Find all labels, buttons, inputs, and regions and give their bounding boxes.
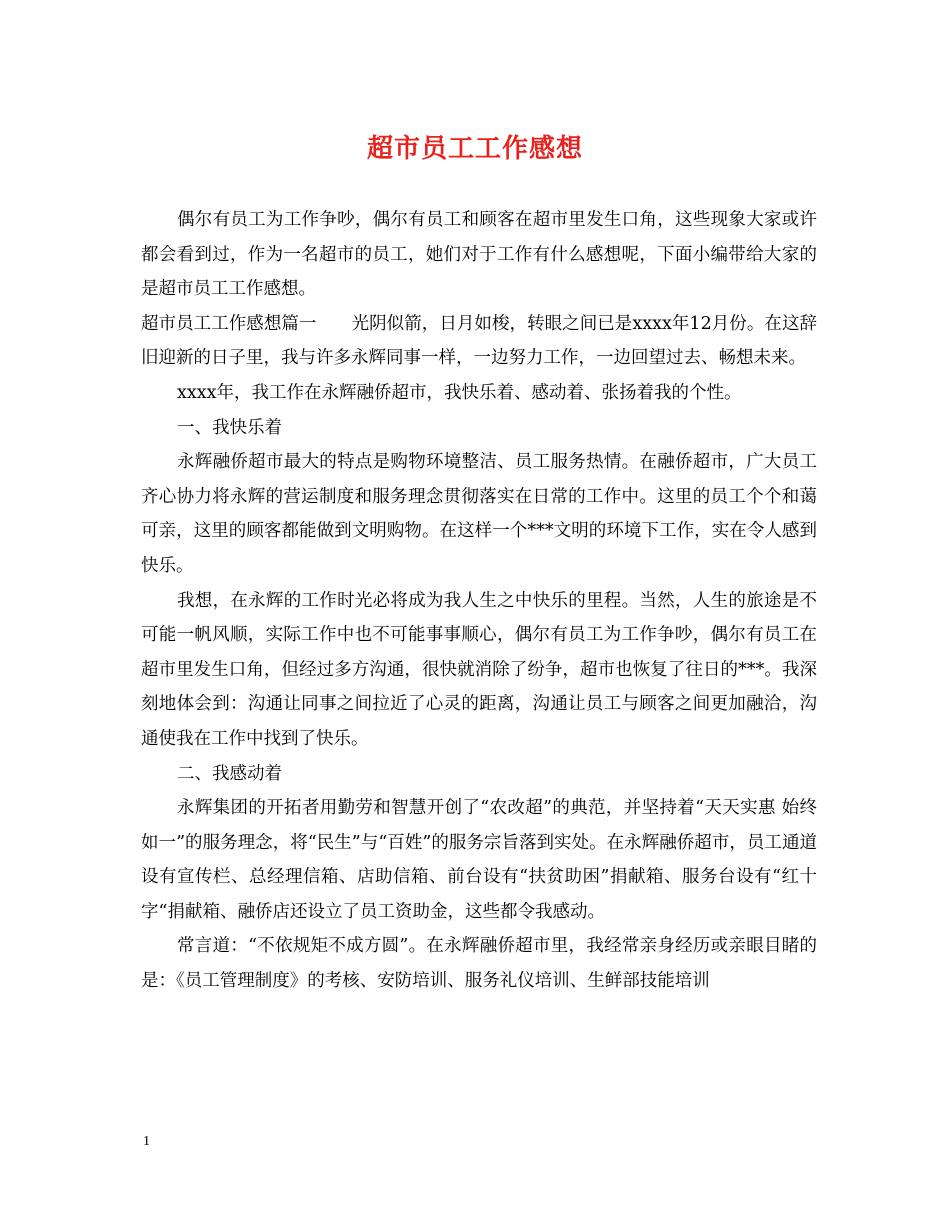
heading-happy: 一、我快乐着 [177, 417, 282, 438]
paragraph-communication: 我想，在永辉的工作时光必将成为我人生之中快乐的里程。当然，人生的旅途是不可能一帆风顺，实际工作中也不可能事事顺心，偶尔有员工为工作争吵，偶尔有员工在超市里发生口角，但经过多方沟通，很快就消除了纷争，超市也恢复了往日的***。我深刻地体会到：沟通让同事之间拉近了心灵的距离，沟通让员工与顾客之间更加融洽，沟通使我在工作中找到了快乐。 [141, 590, 817, 749]
paragraph-year-summary: xxxx年，我工作在永辉融侨超市，我快乐着、感动着、张扬着我的个性。 [177, 382, 742, 403]
page-number: 1 [143, 1134, 150, 1149]
paragraph-rules: 常言道：“不依规矩不成方圆”。在永辉融侨超市里，我经常亲身经历或亲眼目睹的是：《员工管理制度》的考核、安防培训、服务礼仪培训、生鲜部技能培训 [141, 936, 817, 992]
heading-moved: 二、我感动着 [177, 763, 282, 784]
paragraph-company-philosophy: 永辉集团的开拓者用勤劳和智慧开创了“农改超”的典范，并坚持着“天天实惠 始终如一”的服务理念，将“民生”与“百姓”的服务宗旨落到实处。在永辉融侨超市，员工通道设有宣传栏、总经理信箱、店助信箱、前台设有“扶贫助困”捐献箱、服务台设有“红十字“捐献箱、融侨店还设立了员工资助金，这些都令我感动。 [141, 798, 817, 922]
paragraph-intro: 偶尔有员工为工作争吵，偶尔有员工和顾客在超市里发生口角，这些现象大家或许都会看到过，作为一名超市的员工，她们对于工作有什么感想呢，下面小编带给大家的是超市员工工作感想。 [141, 210, 817, 300]
paragraph-happy-environment: 永辉融侨超市最大的特点是购物环境整洁、员工服务热情。在融侨超市，广大员工齐心协力将永辉的营运制度和服务理念贯彻落实在日常的工作中。这里的员工个个和蔼可亲，这里的顾客都能做到文明购物。在这样一个***文明的环境下工作，实在令人感到快乐。 [141, 452, 817, 576]
document-title: 超市员工工作感想 [366, 134, 583, 164]
paragraph-section-one-start: 超市员工工作感想篇一 光阴似箭，日月如梭，转眼之间已是xxxx年12月份。在这辞旧迎新的日子里，我与许多永辉同事一样，一边努力工作，一边回望过去、畅想未来。 [141, 313, 817, 369]
document-body [141, 203, 817, 999]
